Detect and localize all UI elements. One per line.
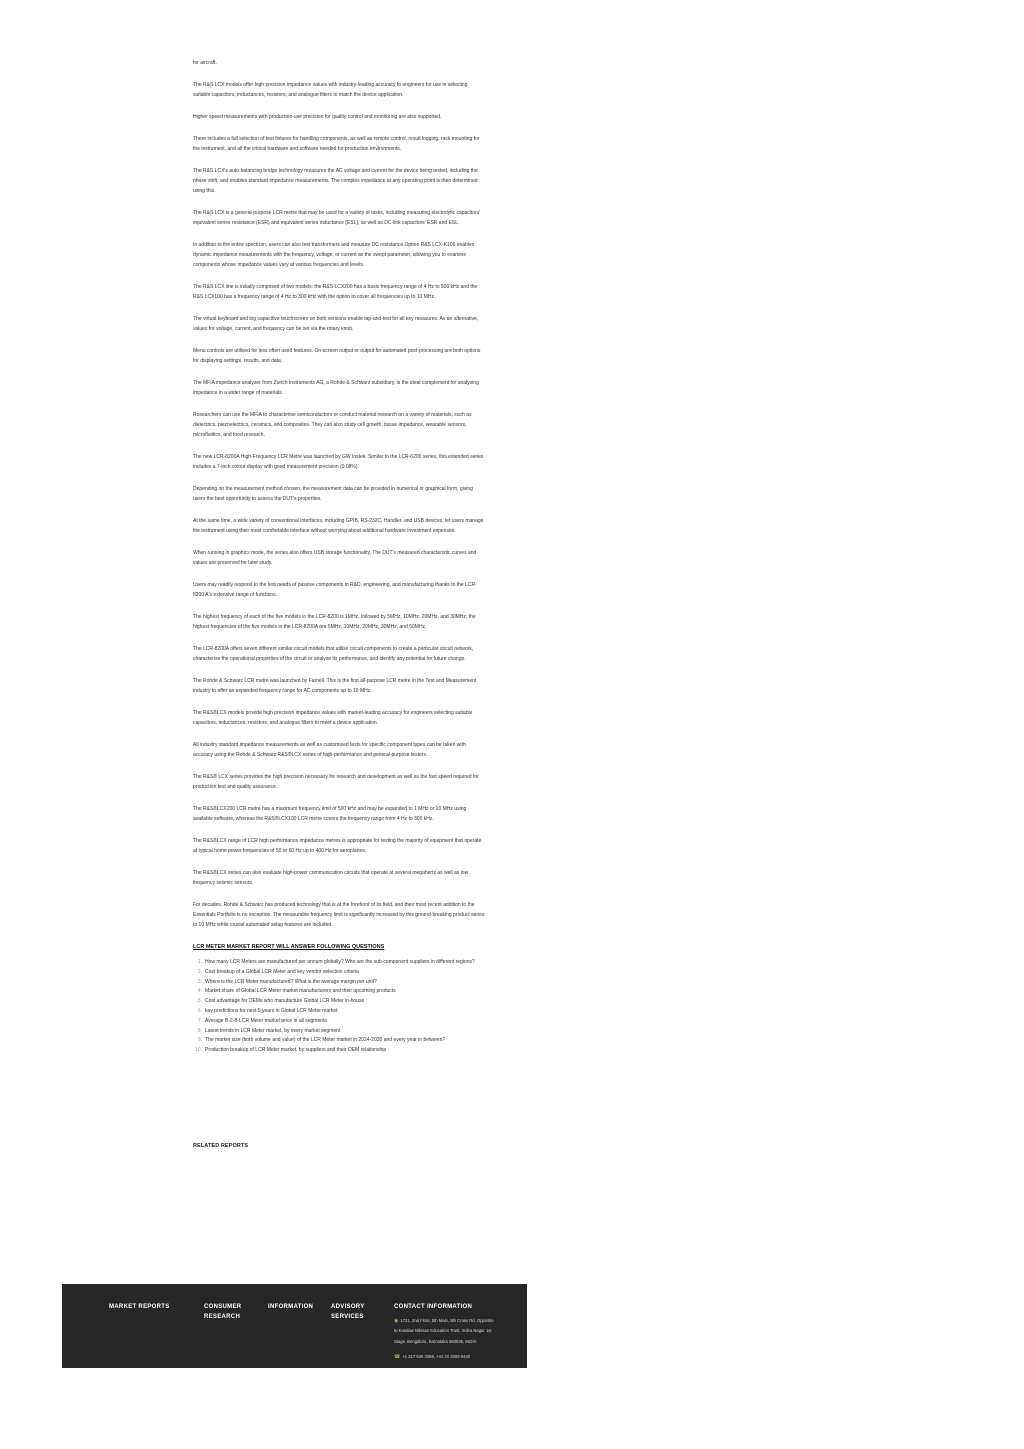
question-number: 10.: [195, 1047, 202, 1054]
question-number: 7.: [197, 1017, 202, 1024]
question-number: 3.: [197, 978, 202, 985]
article-paragraph: for aircraft.: [193, 60, 217, 66]
footer-link-information[interactable]: INFORMATION: [268, 1304, 314, 1310]
question-text: Production breakup of LCR Meter market, by suppliers and their OEM relationship: [205, 1047, 387, 1054]
question-text: Latest trends in LCR Meter market, by every market segment: [205, 1027, 341, 1034]
article-paragraph: All industry standard impedance measurements as well as customised tests for specific component types can be taken with accuracy using the Rohde & Schwarz R&S®LCX series of high-performance and general-purpose testers.: [193, 742, 466, 758]
map-pin-icon: ◉: [394, 1318, 399, 1324]
question-text: key predictions for next 5 years in Global LCR Meter market: [205, 1007, 338, 1014]
article-paragraph: In addition to the entire spectrum, users can also test transformers and measure DC resistance.Option R&S LCX-K106 enables dynamic impedance measurements with the frequency, voltage, or current as the swept parameter, allowing you to examine components whose impedance values vary at various frequencies and levels.: [193, 242, 475, 268]
contact-details: [394, 1316, 494, 1362]
footer-link-consumer-research[interactable]: CONSUMER RESEARCH: [204, 1304, 242, 1320]
article-paragraph: The Rohde & Schwarz LCR metre was launched by Farnell. This is the first all-purpose LCR metre in the Test and Measurement industry to offer an expanded frequency range for AC components up to 10 MHz.: [193, 678, 477, 694]
article-paragraph: The R&S LCX line is initially comprised of two models: the R&S LCX200 has a basic frequency range of 4 Hz to 500 kHz and the R&S LCX100 has a frequency range of 4 Hz to 300 kHz with the option to cover all frequencies up to 10 MHz.: [193, 284, 478, 300]
question-text: Market share of Global LCR Meter market manufacturers and their upcoming products: [205, 988, 396, 995]
question-item: [197, 1036, 485, 1046]
questions-heading: LCR METER MARKET REPORT WILL ANSWER FOLLOWING QUESTIONS: [193, 944, 385, 950]
question-text: Cost breakup of a Global LCR Meter and key vendor selection criteria: [205, 968, 359, 975]
footer-link-market-reports[interactable]: MARKET REPORTS: [109, 1304, 170, 1310]
phone-icon: ☎: [394, 1353, 401, 1360]
question-number: 8.: [197, 1027, 202, 1034]
question-number: 1.: [197, 959, 202, 965]
question-item: [197, 1027, 485, 1037]
question-item: [197, 987, 485, 997]
question-item: [195, 1046, 485, 1056]
question-text: Cost advantage for OEMs who manufacture Global LCR Meter in-house: [205, 998, 365, 1005]
question-number: 4.: [197, 988, 202, 995]
related-reports-heading: RELATED REPORTS: [193, 1143, 249, 1149]
article-paragraph: Higher speed measurements with production-use precision for quality control and monitoring are also supported.: [193, 114, 442, 120]
questions-list: [193, 958, 485, 1056]
contact-address: 1721, 2nd Floor, 5th Main, 5th Cross Rd, Opposite to Karalaw Niketan Education Trust, Indira Nagar 1st Stage, Bengaluru, Karnataka 560038, INDIA: [394, 1318, 494, 1344]
question-item: [197, 958, 485, 968]
article-paragraph: At the same time, a wide variety of conventional interfaces, including GPIB, RS-232C, Handler, and USB devices, let users manage the instrument using their most comfortable interface without worrying about additional hardware investment expenses.: [193, 518, 484, 534]
article-paragraph: When running in graphics mode, the series also offers USB storage functionality. The DUT's measured characteristic curves and values are preserved for later study.: [193, 550, 477, 566]
article-paragraph: The MFIA impedance analyzer from Zurich Instruments AG, a Rohde & Schwarz subsidiary, is the ideal complement for analysing impedance in a wider range of materials.: [193, 380, 479, 396]
question-item: [197, 1017, 485, 1027]
question-number: 5.: [197, 998, 202, 1005]
question-text: Average B-2-B LCR Meter market price in all segments: [205, 1017, 327, 1024]
article-paragraph: Depending on the measurement method chosen, the measurement data can be provided in numerical or graphical form, giving users the best opportunity to assess the DUT's properties.: [193, 486, 473, 502]
article-paragraph: The R&S®LCX200 LCR metre has a maximum frequency limit of 500 kHz and may be expanded to 1 MHz or 10 MHz using available software, whereas the R&S®LCX100 LCR metre covers the frequency range from 4 Hz to 300 kHz.: [193, 806, 467, 822]
article-paragraph: The highest frequency of each of the five models in the LCR-8200 is 1MHz, followed by 5MHz, 10MHz, 20MHz, and 30MHz; the highest frequencies of the five models in the LCR-8200A are 5MHz, 10MHz, 20MHz, 30MHz, and 50MHz.: [193, 614, 476, 630]
article-paragraph: The R&S®LCX models provide high precision impedance values with market-leading accuracy for engineers selecting suitable capacitors, inductances, resistors, and analogue filters to meet a device application.: [193, 710, 473, 726]
footer-link-advisory-services[interactable]: ADVISORY SERVICES: [331, 1304, 365, 1320]
article-paragraph: Researchers can use the MFIA to characterise semiconductors or conduct material research on a variety of materials, such as dielectrics, piezoelectrics, ceramics, and composites. They can also study cell growth, tissue impedance, wearable sensors, microfluidics, and food research.: [193, 412, 472, 438]
article-paragraph: The R&S® LCX series provides the high precision necessary for research and development as well as the fast speed required for production test and quality assurance.: [193, 774, 479, 790]
article-paragraph: The virtual keyboard and big capacitive touchscreen on both versions enable tap-and-test for all key measures. As an alternative, values for voltage, current, and frequency can be set via the rotary knob.: [193, 316, 479, 332]
article-paragraph: The new LCR-8200A High-Frequency LCR Metre was launched by GW Instek. Similar to the LCR-6200 series, this extended series includes a 7-inch colour display with good measurement precision (0.08%).: [193, 454, 484, 470]
question-number: 2.: [197, 968, 202, 975]
footer: [62, 1284, 527, 1368]
article-paragraphs: [193, 58, 485, 930]
article-paragraph: The R&S LCX models offer high precision impedance values with industry-leading accuracy to engineers for use in selecting suitable capacitors, inductances, resistors, and analogue filters to match the device application.: [193, 82, 468, 98]
article-body: [193, 58, 485, 1056]
question-number: 9.: [197, 1037, 202, 1044]
article-paragraph: The R&S®LCX range of LCR high performance impedance metres is appropriate for testing the majority of equipment that operate at typical home power frequencies of 50 or 60 Hz up to 400 Hz for aeroplanes.: [193, 838, 482, 854]
question-number: 6.: [197, 1007, 202, 1014]
question-item: [197, 968, 485, 978]
question-text: Where is the LCR Meter manufactured? What is the average margin per unit?: [205, 978, 377, 985]
article-paragraph: There includes a full selection of test fixtures for handling components, as well as remote control, result logging, rack mounting for the instrument, and all the critical hardware and software needed for production environments.: [193, 136, 480, 152]
footer-contact-heading: CONTACT INFORMATION: [394, 1304, 473, 1310]
question-item: [197, 978, 485, 988]
question-text: How many LCR Meters are manufactured per annum globally? Who are the sub-component suppliers in different regions?: [205, 959, 475, 965]
contact-phone-row: [394, 1352, 494, 1362]
article-paragraph: Users may readily respond to the test needs of passive components in R&D, engineering, and manufacturing thanks to the LCR-8200 A's extensive range of functions.: [193, 582, 477, 598]
article-paragraph: For decades, Rohde & Schwarz has produced technology that is at the forefront of its field, and their most recent addition to the Essentials Portfolio is no exception. The measurable frequency limit is significantly increased by this ground-breaking product series to 10 MHz while crucial automated setup features are included.: [193, 902, 485, 928]
article-paragraph: The LCR-8200A offers seven different similar circuit models that utilise circuit components to create a particular circuit network, characterise the operational properties of the circuit or analyse its performance, and identify any potential for future change.: [193, 646, 474, 662]
question-item: [197, 1007, 485, 1017]
article-paragraph: The R&S®LCX series can also evaluate high-power communication circuits that operate at several megahertz as well as low frequency seismic sensors.: [193, 870, 469, 886]
article-paragraph: The R&S LCX is a general-purpose LCR metre that may be used for a variety of tasks, including measuring electrolytic capacitors' equivalent series resistance (ESR) and equivalent series inductance (ESL), as well as DC-link capacitors' ESR and ESL.: [193, 210, 481, 226]
question-text: The market size (both volume and value) of the LCR Meter market in 2024-2030 and every year in between?: [205, 1037, 446, 1044]
contact-address-row: [394, 1316, 494, 1347]
article-paragraph: Menu controls are utilised for less often used features. On-screen output or output for automated post-processing are both options for displaying settings, results, and data.: [193, 348, 481, 364]
contact-phone[interactable]: +1 217 636 3356, +44 20 3289 9440: [402, 1353, 470, 1359]
article-paragraph: The R&S LCX's auto-balancing bridge technology measures the AC voltage and current for the device being tested, including the phase shift, and enables standard impedance measurements. The complex impedance at any operating point is then determined using this.: [193, 168, 478, 194]
question-item: [197, 997, 485, 1007]
